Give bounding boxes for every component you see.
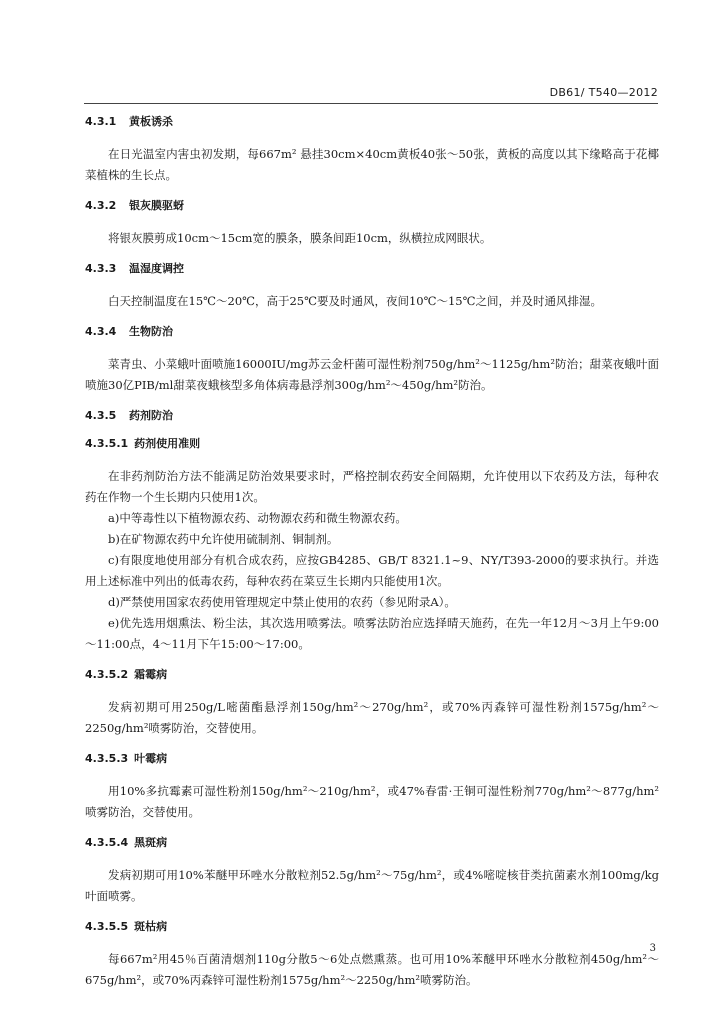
paragraph: 每667m²用45％百菌清烟剂110g分散5～6处点燃熏蒸。也可用10%苯醚甲环唑水分散粒剂450g/hm²～675g/hm²，或70%丙森锌可湿性粉剂1575g/hm²～2250g/hm²喷雾防治。: [85, 952, 659, 987]
section-heading: 4.3.5.4 黑斑病: [85, 836, 168, 849]
section-heading: 4.3.4 生物防治: [85, 325, 173, 338]
paragraph: 白天控制温度在15℃～20℃，高于25℃要及时通风，夜间10℃～15℃之间，并及时通风排湿。: [108, 294, 602, 308]
paragraph: 发病初期可用10%苯醚甲环唑水分散粒剂52.5g/hm²～75g/hm²，或4%嘧啶核苷类抗菌素水剂100mg/kg叶面喷雾。: [85, 868, 659, 903]
header-rule: [84, 103, 658, 104]
section-heading: 4.3.5 药剂防治: [85, 409, 173, 422]
list-item: b)在矿物源农药中允许使用硫制剂、铜制剂。: [108, 532, 339, 546]
section-heading: 4.3.5.3 叶霉病: [85, 752, 168, 765]
paragraph: 发病初期可用250g/L嘧菌酯悬浮剂150g/hm²～270g/hm²，或70%丙森锌可湿性粉剂1575g/hm²～2250g/hm²喷雾防治，交替使用。: [85, 700, 659, 735]
paragraph: 菜青虫、小菜蛾叶面喷施16000IU/mg苏云金杆菌可湿性粉剂750g/hm²～1125g/hm²防治；甜菜夜蛾叶面喷施30亿PIB/ml甜菜夜蛾核型多角体病毒悬浮剂300g/hm²～450g/hm²防治。: [85, 357, 659, 392]
section-heading: 4.3.2 银灰膜驱蚜: [85, 199, 184, 212]
section-heading: 4.3.5.1 药剂使用准则: [85, 437, 201, 450]
list-item: a)中等毒性以下植物源农药、动物源农药和微生物源农药。: [108, 511, 407, 525]
document-body: [85, 114, 659, 991]
page-number: 3: [649, 943, 656, 954]
standard-code: DB61/ T540—2012: [549, 86, 658, 99]
section-heading: 4.3.3 温湿度调控: [85, 262, 184, 275]
paragraph: 将银灰膜剪成10cm～15cm宽的膜条，膜条间距10cm，纵横拉成网眼状。: [108, 231, 492, 245]
section-heading: 4.3.5.2 霜霉病: [85, 668, 168, 681]
list-item: c)有限度地使用部分有机合成农药，应按GB4285、GB/T 8321.1~9、NY/T393-2000的要求执行。并选用上述标准中列出的低毒农药，每种农药在菜豆生长期内只能使用1次。: [85, 553, 659, 588]
list-item: e)优先选用烟熏法、粉尘法，其次选用喷雾法。喷雾法防治应选择晴天施药，在先一年12月～3月上午9:00～11:00点，4～11月下午15:00～17:00。: [85, 616, 659, 651]
paragraph: 在非药剂防治方法不能满足防治效果要求时，严格控制农药安全间隔期，允许使用以下农药及方法，每种农药在作物一个生长期内只使用1次。: [85, 469, 659, 504]
section-heading: 4.3.5.5 斑枯病: [85, 920, 168, 933]
paragraph: 在日光温室内害虫初发期，每667m² 悬挂30cm×40cm黄板40张～50张，黄板的高度以其下缘略高于花椰菜植株的生长点。: [85, 147, 659, 182]
paragraph: 用10%多抗霉素可湿性粉剂150g/hm²～210g/hm²，或47%春雷·王铜可湿性粉剂770g/hm²～877g/hm²喷雾防治，交替使用。: [85, 784, 659, 819]
list-item: d)严禁使用国家农药使用管理规定中禁止使用的农药（参见附录A）。: [108, 595, 456, 609]
section-heading: 4.3.1 黄板诱杀: [85, 115, 173, 128]
